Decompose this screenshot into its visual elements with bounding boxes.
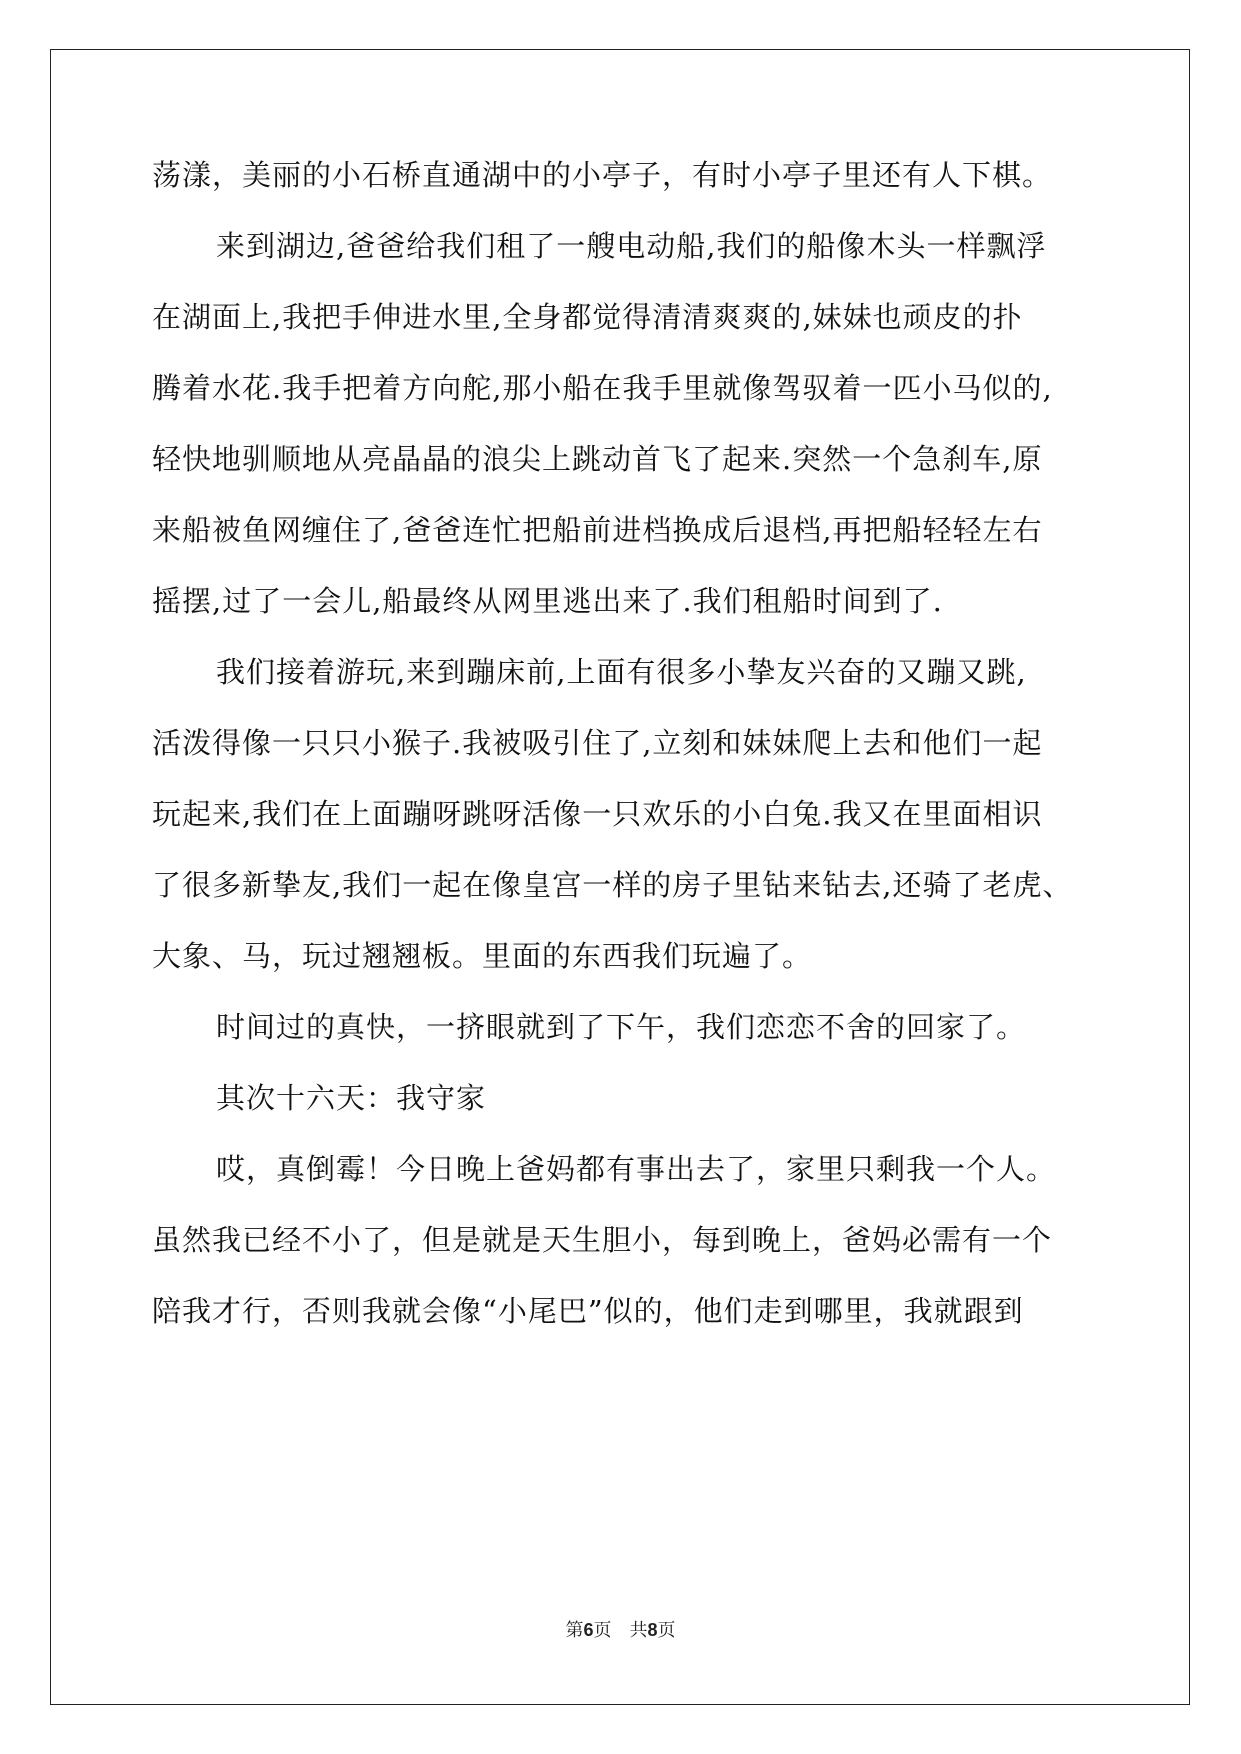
text-line: 了很多新挚友,我们一起在像皇宫一样的房子里钻来钻去,还骑了老虎、 <box>152 868 1073 902</box>
footer-mid: 页 共 <box>593 1620 648 1641</box>
text-line: 荡漾，美丽的小石桥直通湖中的小亭子，有时小亭子里还有人下棋。 <box>152 158 1053 192</box>
section-heading: 其次十六天：我守家 <box>216 1081 487 1115</box>
paragraph-start: 我们接着游玩,来到蹦床前,上面有很多小挚友兴奋的又蹦又跳, <box>216 655 1027 689</box>
current-page-number: 6 <box>583 1620 594 1640</box>
paragraph-start: 哎，真倒霉！今日晚上爸妈都有事出去了，家里只剩我一个人。 <box>216 1152 1057 1186</box>
total-page-number: 8 <box>647 1620 658 1640</box>
text-line: 摇摆,过了一会儿,船最终从网里逃出来了.我们租船时间到了. <box>152 584 943 618</box>
paragraph-start: 时间过的真快，一挤眼就到了下午，我们恋恋不舍的回家了。 <box>216 1010 1027 1044</box>
footer-suffix: 页 <box>657 1620 676 1641</box>
page-footer <box>0 1618 1241 1643</box>
footer-prefix: 第 <box>565 1620 584 1641</box>
text-line: 轻快地驯顺地从亮晶晶的浪尖上跳动首飞了起来.突然一个急刹车,原 <box>152 442 1043 476</box>
text-line: 虽然我已经不小了，但是就是天生胆小，每到晚上，爸妈必需有一个 <box>152 1223 1053 1257</box>
text-line: 来船被鱼网缠住了,爸爸连忙把船前进档换成后退档,再把船轻轻左右 <box>152 513 1043 547</box>
text-line: 玩起来,我们在上面蹦呀跳呀活像一只欢乐的小白兔.我又在里面相识 <box>152 797 1043 831</box>
text-line: 在湖面上,我把手伸进水里,全身都觉得清清爽爽的,妹妹也顽皮的扑 <box>152 300 1023 334</box>
text-line: 活泼得像一只只小猴子.我被吸引住了,立刻和妹妹爬上去和他们一起 <box>152 726 1043 760</box>
text-line: 腾着水花.我手把着方向舵,那小船在我手里就像驾驭着一匹小马似的, <box>152 371 1053 405</box>
text-line: 陪我才行，否则我就会像“小尾巴”似的，他们走到哪里，我就跟到 <box>152 1294 1024 1328</box>
text-line: 大象、马，玩过翘翘板。里面的东西我们玩遍了。 <box>152 939 813 973</box>
paragraph-start: 来到湖边,爸爸给我们租了一艘电动船,我们的船像木头一样飘浮 <box>216 229 1047 263</box>
